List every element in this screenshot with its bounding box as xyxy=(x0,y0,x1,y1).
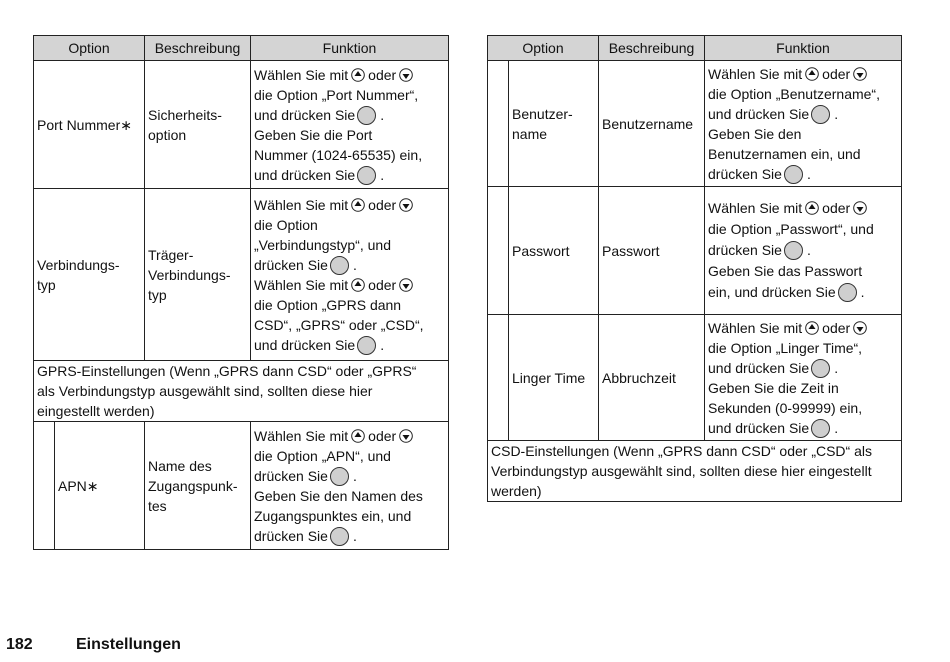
function-password: Wählen Sie mit oder die Option „Passwort“, und drücken Sie . Geben Sie das Passwort ein, und drücken Sie . xyxy=(705,187,902,315)
description-username: Benutzername xyxy=(599,61,705,187)
center-key-icon xyxy=(784,241,803,260)
table-row xyxy=(488,187,902,315)
center-key-icon xyxy=(811,105,830,124)
table-row xyxy=(34,61,449,189)
center-key-icon xyxy=(784,165,803,184)
option-username: Benutzer- name xyxy=(509,61,599,187)
table-row xyxy=(34,189,449,361)
up-arrow-key-icon xyxy=(805,321,819,335)
center-key-icon xyxy=(330,527,349,546)
up-arrow-key-icon xyxy=(805,67,819,81)
center-key-icon xyxy=(357,336,376,355)
indent-cell xyxy=(488,61,509,187)
description-apn: Name des Zugangspunk- tes xyxy=(145,422,251,550)
indent-cell xyxy=(488,315,509,441)
up-arrow-key-icon xyxy=(351,198,365,212)
down-arrow-key-icon xyxy=(399,198,413,212)
table-row xyxy=(34,361,449,422)
down-arrow-key-icon xyxy=(399,278,413,292)
function-port-number: Wählen Sie mit oder die Option „Port Nummer“, und drücken Sie . Geben Sie die Port Nummer (1024-65535) ein, und drücken Sie . xyxy=(251,61,449,189)
option-password: Passwort xyxy=(509,187,599,315)
table-row xyxy=(488,61,902,187)
down-arrow-key-icon xyxy=(399,68,413,82)
page-section-title: Einstellungen xyxy=(76,636,181,653)
header-description: Beschreibung xyxy=(145,36,251,61)
function-apn: Wählen Sie mit oder die Option „APN“, und drücken Sie . Geben Sie den Namen des Zugangspunktes ein, und drücken Sie . xyxy=(251,422,449,550)
description-port-number: Sicherheits- option xyxy=(145,61,251,189)
indent-cell xyxy=(34,422,55,550)
indent-cell xyxy=(488,187,509,315)
down-arrow-key-icon xyxy=(399,429,413,443)
header-description: Beschreibung xyxy=(599,36,705,61)
center-key-icon xyxy=(838,283,857,302)
center-key-icon xyxy=(357,106,376,125)
function-connection-type: Wählen Sie mit oder die Option „Verbindungstyp“, und drücken Sie . Wählen Sie mit oder die Option „GPRS dann CSD“, „GPRS“ oder „CSD“, und drücken Sie . xyxy=(251,189,449,361)
function-username: Wählen Sie mit oder die Option „Benutzername“, und drücken Sie . Geben Sie den Benutzernamen ein, und drücken Sie . xyxy=(705,61,902,187)
option-linger-time: Linger Time xyxy=(509,315,599,441)
center-key-icon xyxy=(330,256,349,275)
center-key-icon xyxy=(330,467,349,486)
function-linger-time: Wählen Sie mit oder die Option „Linger Time“, und drücken Sie . Geben Sie die Zeit in Sekunden (0-99999) ein, und drücken Sie . xyxy=(705,315,902,441)
header-option: Option xyxy=(488,36,599,61)
down-arrow-key-icon xyxy=(853,67,867,81)
option-port-number: Port Nummer∗ xyxy=(34,61,145,189)
header-function: Funktion xyxy=(251,36,449,61)
header-option: Option xyxy=(34,36,145,61)
table-row xyxy=(488,315,902,441)
header-function: Funktion xyxy=(705,36,902,61)
table-row xyxy=(34,422,449,550)
down-arrow-key-icon xyxy=(853,321,867,335)
description-linger-time: Abbruchzeit xyxy=(599,315,705,441)
center-key-icon xyxy=(811,359,830,378)
page-footer xyxy=(6,636,181,654)
up-arrow-key-icon xyxy=(351,278,365,292)
option-connection-type: Verbindungs- typ xyxy=(34,189,145,361)
center-key-icon xyxy=(357,166,376,185)
up-arrow-key-icon xyxy=(351,429,365,443)
description-password: Passwort xyxy=(599,187,705,315)
table-row xyxy=(488,441,902,502)
page-number: 182 xyxy=(6,636,33,653)
left-settings-table xyxy=(33,35,449,550)
option-apn: APN∗ xyxy=(55,422,145,550)
down-arrow-key-icon xyxy=(853,201,867,215)
center-key-icon xyxy=(811,419,830,438)
description-connection-type: Träger- Verbindungs- typ xyxy=(145,189,251,361)
gprs-settings-section: GPRS-Einstellungen (Wenn „GPRS dann CSD“ oder „GPRS“ als Verbindungstyp ausgewählt sind, sollten diese hier eingestellt werden) xyxy=(34,361,449,422)
right-settings-table xyxy=(487,35,902,502)
up-arrow-key-icon xyxy=(805,201,819,215)
up-arrow-key-icon xyxy=(351,68,365,82)
csd-settings-section: CSD-Einstellungen (Wenn „GPRS dann CSD“ oder „CSD“ als Verbindungstyp ausgewählt sind, sollten diese hier eingestellt werden) xyxy=(488,441,902,502)
